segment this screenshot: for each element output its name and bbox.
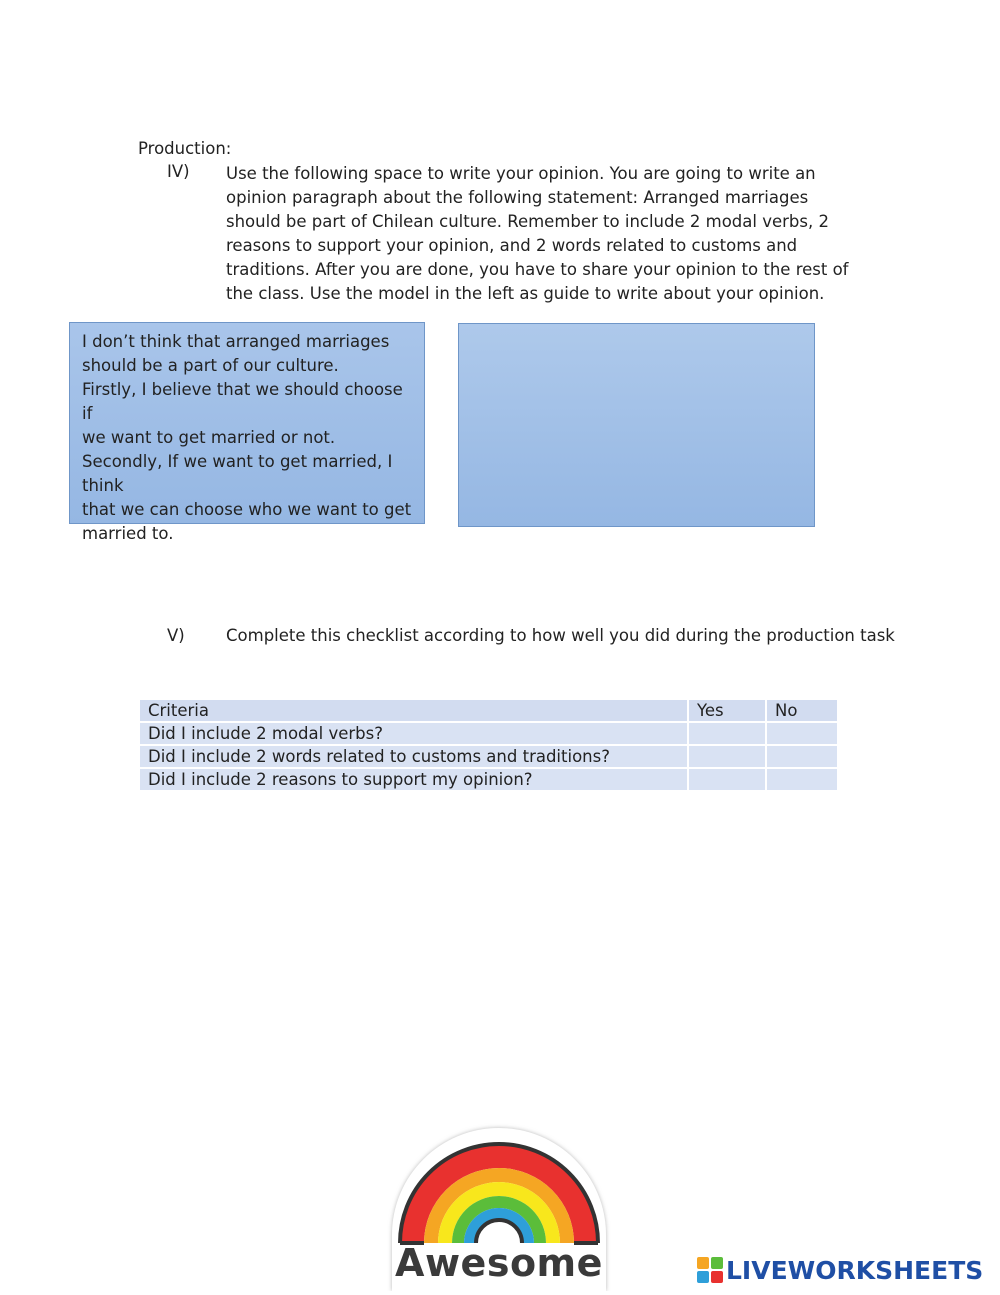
item-numeral-v: V) [167,626,185,645]
header-no: No [766,699,838,722]
model-line: married to. [82,524,174,543]
badge-label: Awesome [395,1241,603,1285]
model-line: I don’t think that arranged marriages [82,332,390,351]
criteria-cell: Did I include 2 reasons to support my opinion? [139,768,688,791]
production-instructions: Use the following space to write your opinion. You are going to write an opinion paragraph about the following statement: Arranged marriages should be part of Chilean culture. Remember to include 2 modal verbs, 2 reasons to support your opinion, and 2 words related to customs and traditions. After you are done, you have to share your opinion to the rest of the class. Use the model in the left as guide to write about your opinion. [226,164,849,303]
item-numeral-iv: IV) [167,162,190,181]
model-line: we want to get married or not. [82,428,336,447]
no-cell[interactable] [766,745,838,768]
model-paragraph-box [69,322,425,543]
table-row [139,722,838,745]
header-criteria: Criteria [139,699,688,722]
no-cell[interactable] [766,768,838,791]
checklist-instructions: Complete this checklist according to how well you did during the production task [226,626,895,645]
yes-cell[interactable] [688,768,766,791]
criteria-cell: Did I include 2 words related to customs and traditions? [139,745,688,768]
criteria-cell: Did I include 2 modal verbs? [139,722,688,745]
model-line: that we can choose who we want to get [82,500,412,519]
logo-text: LIVEWORKSHEETS [726,1255,984,1285]
yes-cell[interactable] [688,745,766,768]
opinion-answer-box[interactable] [458,323,815,527]
model-line: Firstly, I believe that we should choose if [82,380,403,423]
yes-cell[interactable] [688,722,766,745]
checklist-table [138,698,839,792]
table-header-row [139,699,838,722]
header-yes: Yes [688,699,766,722]
table-row [139,745,838,768]
model-line: should be a part of our culture. [82,356,339,375]
no-cell[interactable] [766,722,838,745]
awesome-sticker [382,1115,616,1291]
table-row [139,768,838,791]
section-heading: Production: [138,139,232,158]
liveworksheets-logo [697,1255,983,1285]
model-line: Secondly, If we want to get married, I think [82,452,393,495]
liveworksheets-icon [697,1257,723,1283]
